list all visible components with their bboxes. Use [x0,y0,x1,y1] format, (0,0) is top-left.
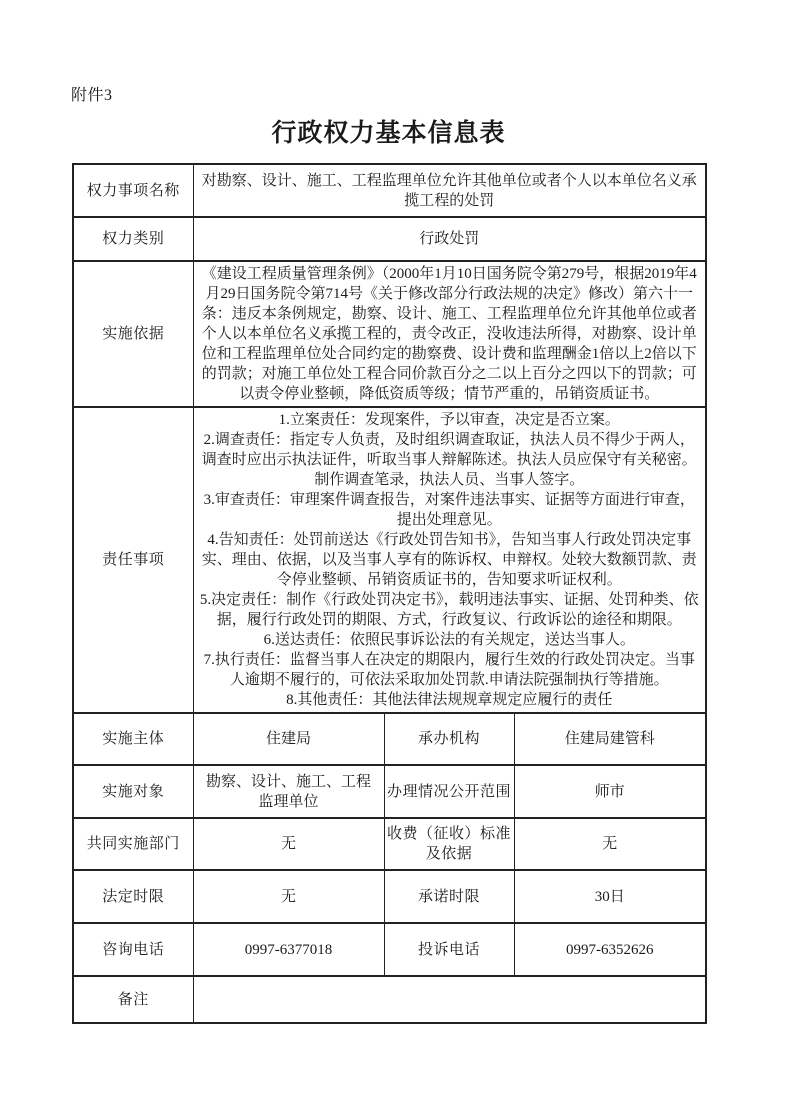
label-legal-time-limit: 法定时限 [73,870,193,923]
row-time-limit [73,870,706,923]
value-power-item: 对勘察、设计、施工、工程监理单位允许其他单位或者个人以本单位名义承揽工程的处罚 [193,164,706,217]
value-target: 勘察、设计、施工、工程监理单位 [193,765,384,818]
row-target [73,765,706,818]
value-remark [193,976,706,1023]
row-joint [73,818,706,870]
row-subject [73,713,706,765]
row-remark [73,976,706,1023]
value-consult-phone: 0997-6377018 [193,923,384,976]
value-promised-time-limit: 30日 [514,870,706,923]
label-consult-phone: 咨询电话 [73,923,193,976]
duty-item: 1.立案责任：发现案件，予以审查，决定是否立案。 [278,412,620,428]
value-legal-time-limit: 无 [193,870,384,923]
label-power-item: 权力事项名称 [73,164,193,217]
duty-item: 4.告知责任：处罚前送达《行政处罚告知书》，告知当事人行政处罚决定事实、理由、依据，以及当事人享有的陈诉权、申辩权。处较大数额罚款、责令停业整顿、吊销资质证书的，告知要求听证权利。 [201,532,697,588]
value-category: 行政处罚 [193,217,706,261]
label-category: 权力类别 [73,217,193,261]
duty-item: 7.执行责任：监督当事人在决定的期限内，履行生效的行政处罚决定。当事人逾期不履行的，可依法采取加处罚款.申请法院强制执行等措施。 [203,652,695,688]
label-target: 实施对象 [73,765,193,818]
duty-item: 6.送达责任：依照民事诉讼法的有关规定，送达当事人。 [263,632,635,648]
label-fee-standard: 收费（征收）标准及依据 [384,818,514,870]
duty-item: 2.调查责任：指定专人负责，及时组织调查取证，执法人员不得少于两人，调查时应出示执法证件，听取当事人辩解陈述。执法人员应保守有关秘密。制作调查笔录，执法人员、当事人签字。 [201,432,697,488]
value-complaint-phone: 0997-6352626 [514,923,706,976]
value-duties [193,407,706,713]
row-phone [73,923,706,976]
info-table [72,163,707,1024]
attachment-label: 附件3 [71,87,113,104]
duty-item: 8.其他责任：其他法律法规规章规定应履行的责任 [286,692,613,708]
value-subject: 住建局 [193,713,384,765]
label-promised-time-limit: 承诺时限 [384,870,514,923]
page-title: 行政权力基本信息表 [271,120,506,147]
label-joint: 共同实施部门 [73,818,193,870]
row-basis [73,261,706,407]
row-category [73,217,706,261]
row-duties [73,407,706,713]
label-duties: 责任事项 [73,407,193,713]
label-agency: 承办机构 [384,713,514,765]
value-basis: 《建设工程质量管理条例》（2000年1月10日国务院令第279号，根据2019年4月29日国务院令第714号《关于修改部分行政法规的决定》修改）第六十一条：违反本条例规定，勘察、设计、施工、工程监理单位允许其他单位或者个人以本单位名义承揽工程的，责令改正，没收违法所得，对勘察、设计单位和工程监理单位处合同约定的勘察费、设计费和监理酬金1倍以上2倍以下的罚款；对施工单位处工程合同价款百分之二以上百分之四以下的罚款；可以责令停业整顿，降低资质等级；情节严重的，吊销资质证书。 [193,261,706,407]
label-complaint-phone: 投诉电话 [384,923,514,976]
value-fee-standard: 无 [514,818,706,870]
duty-item: 3.审查责任：审理案件调查报告，对案件违法事实、证据等方面进行审查，提出处理意见。 [203,492,695,528]
label-remark: 备注 [73,976,193,1023]
duty-item: 5.决定责任：制作《行政处罚决定书》，载明违法事实、证据、处罚种类、依据，履行行政处罚的期限、方式，行政复议、行政诉讼的途径和期限。 [199,592,699,628]
label-basis: 实施依据 [73,261,193,407]
label-disclosure-scope: 办理情况公开范围 [384,765,514,818]
row-power-item [73,164,706,217]
label-subject: 实施主体 [73,713,193,765]
value-joint: 无 [193,818,384,870]
value-disclosure-scope: 师市 [514,765,706,818]
value-agency: 住建局建管科 [514,713,706,765]
